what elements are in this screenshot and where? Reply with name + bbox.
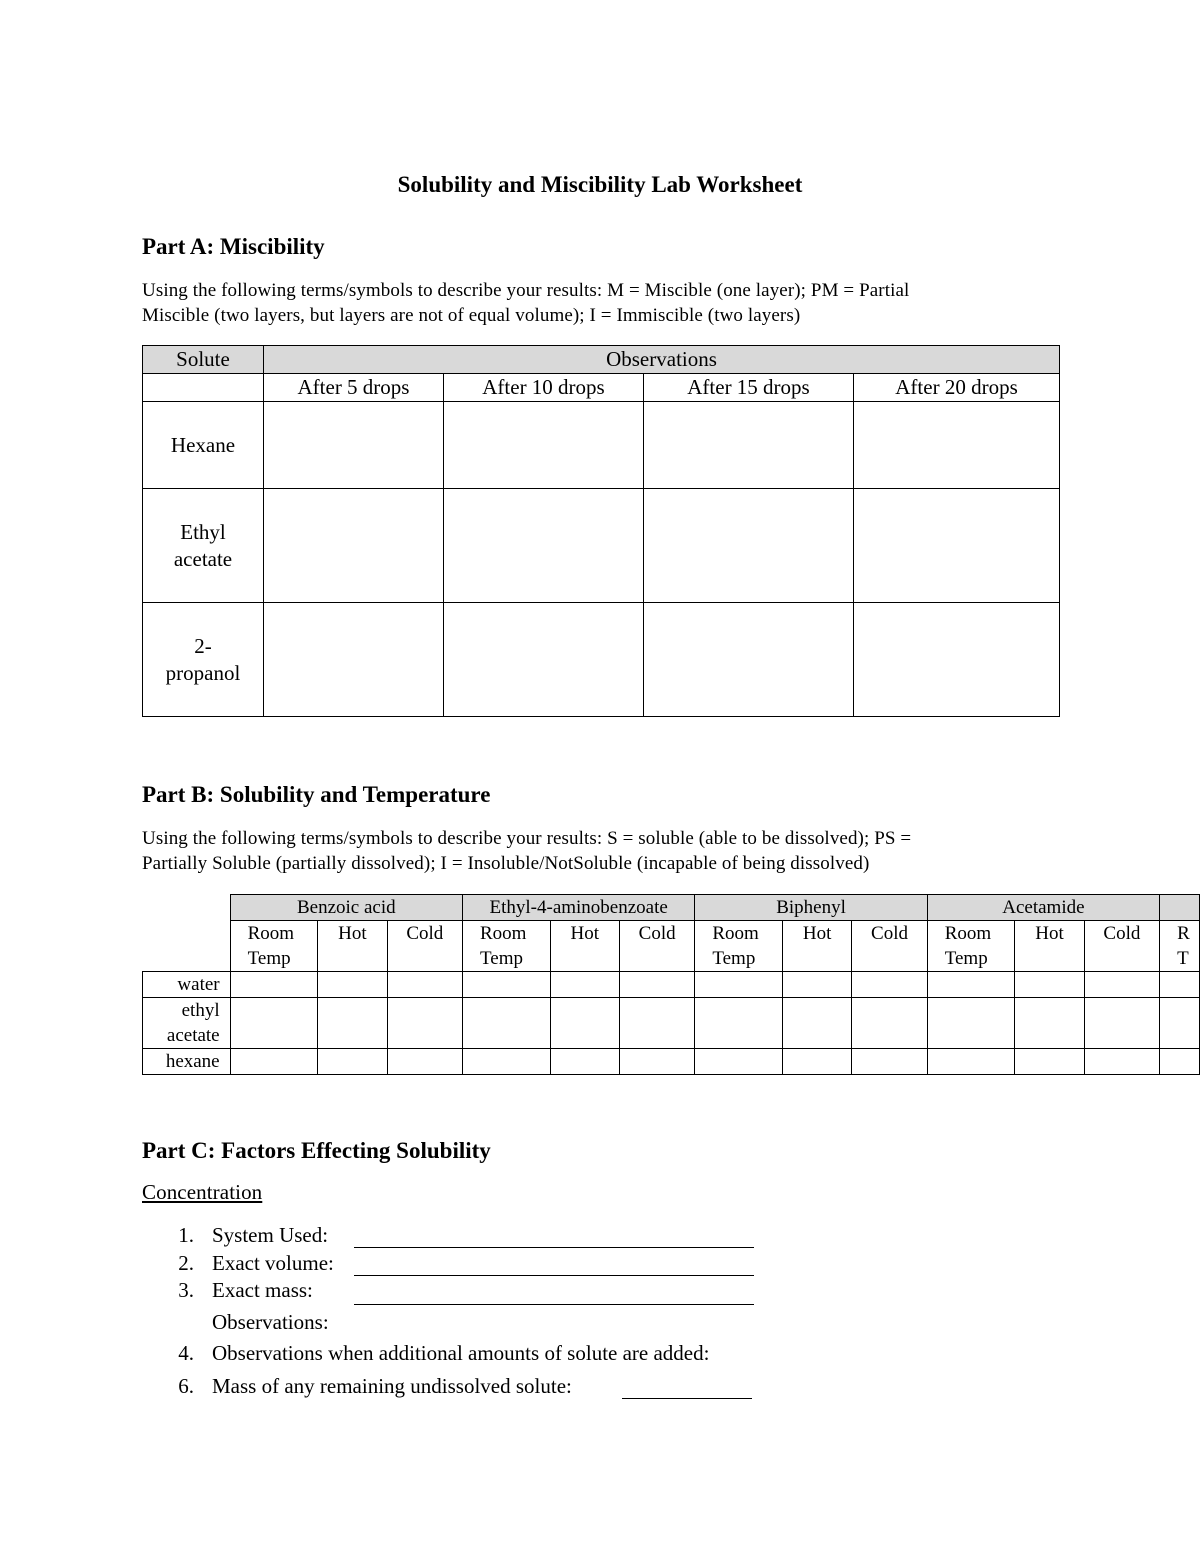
result-cell[interactable] <box>619 972 694 998</box>
part-b-instructions <box>142 826 911 876</box>
item-text: Mass of any remaining undissolved solute: <box>212 1374 572 1398</box>
result-cell[interactable] <box>1160 1049 1200 1075</box>
cold-header: Cold <box>852 921 927 972</box>
room-temp-header-cut <box>1160 921 1200 972</box>
result-cell[interactable] <box>927 1049 1015 1075</box>
column-header: After 5 drops <box>264 374 444 402</box>
hot-header: Hot <box>1015 921 1084 972</box>
result-cell[interactable] <box>230 1049 318 1075</box>
observation-cell[interactable] <box>644 402 854 489</box>
result-cell[interactable] <box>852 1049 927 1075</box>
result-cell[interactable] <box>387 998 462 1049</box>
observations-header: Observations <box>264 346 1060 374</box>
cold-header: Cold <box>1084 921 1159 972</box>
result-cell[interactable] <box>318 1049 387 1075</box>
temp-label: Temp <box>247 948 291 969</box>
cold-header: Cold <box>387 921 462 972</box>
solubility-temperature-table <box>142 894 1200 1075</box>
compound-header-cut <box>1160 895 1200 921</box>
drops-header-row <box>143 374 1060 402</box>
room-temp-header <box>230 921 318 972</box>
miscibility-table <box>142 345 1060 717</box>
solute-name <box>143 489 264 603</box>
item-text: Exact mass: <box>212 1278 313 1302</box>
observation-cell[interactable] <box>444 603 644 717</box>
empty-header-cell <box>143 374 264 402</box>
room-label: Room <box>944 923 992 944</box>
exact-mass-blank[interactable] <box>354 1284 754 1305</box>
empty-corner <box>143 921 231 972</box>
solvent-name <box>143 998 231 1049</box>
concentration-subheading: Concentration <box>142 1180 263 1204</box>
observation-cell[interactable] <box>854 489 1060 603</box>
solvent-name: hexane <box>143 1049 231 1075</box>
result-cell[interactable] <box>462 998 550 1049</box>
part-b-instructions-line-1: Using the following terms/symbols to describe your results: S = soluble (able to be dissolved); PS = <box>142 828 912 849</box>
compound-header: Biphenyl <box>695 895 927 921</box>
compound-header: Ethyl-4-aminobenzoate <box>462 895 694 921</box>
miscibility-header-row <box>143 346 1060 374</box>
result-cell[interactable] <box>550 1049 619 1075</box>
room-label: Room <box>712 923 759 944</box>
compound-header-row <box>143 895 1200 921</box>
result-cell[interactable] <box>318 972 387 998</box>
system-used-blank[interactable] <box>354 1227 754 1248</box>
result-cell[interactable] <box>550 998 619 1049</box>
result-cell[interactable] <box>852 972 927 998</box>
result-cell[interactable] <box>318 998 387 1049</box>
solvent-name-line: ethyl <box>181 1000 220 1021</box>
part-a-instructions <box>142 278 909 328</box>
solute-name-line: 2- <box>194 633 212 658</box>
observation-cell[interactable] <box>444 489 644 603</box>
item-number: 3. <box>178 1278 194 1302</box>
table-row <box>143 402 1060 489</box>
item-number: 1. <box>178 1223 194 1247</box>
result-cell[interactable] <box>1015 972 1084 998</box>
solute-name-line: propanol <box>165 660 241 685</box>
item-text: System Used: <box>212 1223 329 1247</box>
result-cell[interactable] <box>1160 972 1200 998</box>
result-cell[interactable] <box>1084 972 1159 998</box>
result-cell[interactable] <box>927 998 1015 1049</box>
solute-name-line: acetate <box>173 546 233 571</box>
room-label: Room <box>479 923 527 944</box>
result-cell[interactable] <box>782 998 851 1049</box>
item-number: 6. <box>178 1374 194 1398</box>
compound-header: Benzoic acid <box>230 895 462 921</box>
result-cell[interactable] <box>550 972 619 998</box>
result-cell[interactable] <box>695 972 783 998</box>
table-row <box>143 972 1200 998</box>
solute-name-line: Ethyl <box>180 519 226 544</box>
part-c-heading: Part C: Factors Effecting Solubility <box>142 1138 491 1163</box>
result-cell[interactable] <box>462 1049 550 1075</box>
temperature-header-row <box>143 921 1200 972</box>
observation-cell[interactable] <box>444 402 644 489</box>
temp-label: Temp <box>712 948 756 969</box>
result-cell[interactable] <box>927 972 1015 998</box>
item-number: 2. <box>178 1251 194 1275</box>
solvent-name: water <box>143 972 231 998</box>
result-cell[interactable] <box>462 972 550 998</box>
solute-name <box>143 402 264 489</box>
result-cell[interactable] <box>782 1049 851 1075</box>
part-a-instructions-line-1: Using the following terms/symbols to describe your results: M = Miscible (one layer); PM = Partial <box>142 280 910 301</box>
result-cell[interactable] <box>695 998 783 1049</box>
result-cell[interactable] <box>1084 998 1159 1049</box>
room-label: Room <box>247 923 295 944</box>
worksheet-title: Solubility and Miscibility Lab Worksheet <box>397 172 803 197</box>
result-cell[interactable] <box>852 998 927 1049</box>
result-cell[interactable] <box>695 1049 783 1075</box>
table-row <box>143 603 1060 717</box>
table-row <box>143 1049 1200 1075</box>
hot-header: Hot <box>318 921 387 972</box>
room-label-cut: R <box>1177 923 1190 944</box>
room-temp-header <box>695 921 783 972</box>
solute-name-line: Hexane <box>170 432 236 457</box>
result-cell[interactable] <box>619 998 694 1049</box>
part-a-heading: Part A: Miscibility <box>142 234 325 259</box>
item-number: 4. <box>178 1341 194 1365</box>
room-temp-header <box>927 921 1015 972</box>
table-row <box>143 489 1060 603</box>
result-cell[interactable] <box>1015 1049 1084 1075</box>
result-cell[interactable] <box>230 972 318 998</box>
result-cell[interactable] <box>1015 998 1084 1049</box>
column-header: After 10 drops <box>444 374 644 402</box>
temp-label: Temp <box>944 948 988 969</box>
result-cell[interactable] <box>1084 1049 1159 1075</box>
observation-cell[interactable] <box>854 603 1060 717</box>
observation-cell[interactable] <box>644 603 854 717</box>
room-temp-header <box>462 921 550 972</box>
result-cell[interactable] <box>619 1049 694 1075</box>
result-cell[interactable] <box>387 972 462 998</box>
column-header: After 15 drops <box>644 374 854 402</box>
empty-corner <box>143 895 231 921</box>
part-b-heading: Part B: Solubility and Temperature <box>142 782 491 807</box>
result-cell[interactable] <box>387 1049 462 1075</box>
observation-cell[interactable] <box>264 402 444 489</box>
solute-header: Solute <box>143 346 264 374</box>
cold-header: Cold <box>619 921 694 972</box>
hot-header: Hot <box>782 921 851 972</box>
temp-label-cut: T <box>1177 948 1189 969</box>
result-cell[interactable] <box>782 972 851 998</box>
item-text: Observations when additional amounts of solute are added: <box>212 1341 710 1365</box>
item-text: Exact volume: <box>212 1251 334 1275</box>
solvent-name-line: acetate <box>166 1025 220 1046</box>
part-b-instructions-line-2: Partially Soluble (partially dissolved); I = Insoluble/NotSoluble (incapable of being dissolved) <box>142 853 870 874</box>
observation-cell[interactable] <box>854 402 1060 489</box>
hot-header: Hot <box>550 921 619 972</box>
part-a-instructions-line-2: Miscible (two layers, but layers are not of equal volume); I = Immiscible (two layers) <box>142 305 801 326</box>
table-row <box>143 998 1200 1049</box>
observation-cell[interactable] <box>644 489 854 603</box>
observation-cell[interactable] <box>264 603 444 717</box>
observation-cell[interactable] <box>264 489 444 603</box>
result-cell[interactable] <box>230 998 318 1049</box>
result-cell[interactable] <box>1160 998 1200 1049</box>
column-header: After 20 drops <box>854 374 1060 402</box>
temp-label: Temp <box>479 948 523 969</box>
exact-volume-blank[interactable] <box>354 1255 754 1276</box>
remaining-mass-blank[interactable] <box>622 1378 752 1399</box>
compound-header: Acetamide <box>927 895 1159 921</box>
item-text: Observations: <box>212 1310 329 1334</box>
solute-name <box>143 603 264 717</box>
